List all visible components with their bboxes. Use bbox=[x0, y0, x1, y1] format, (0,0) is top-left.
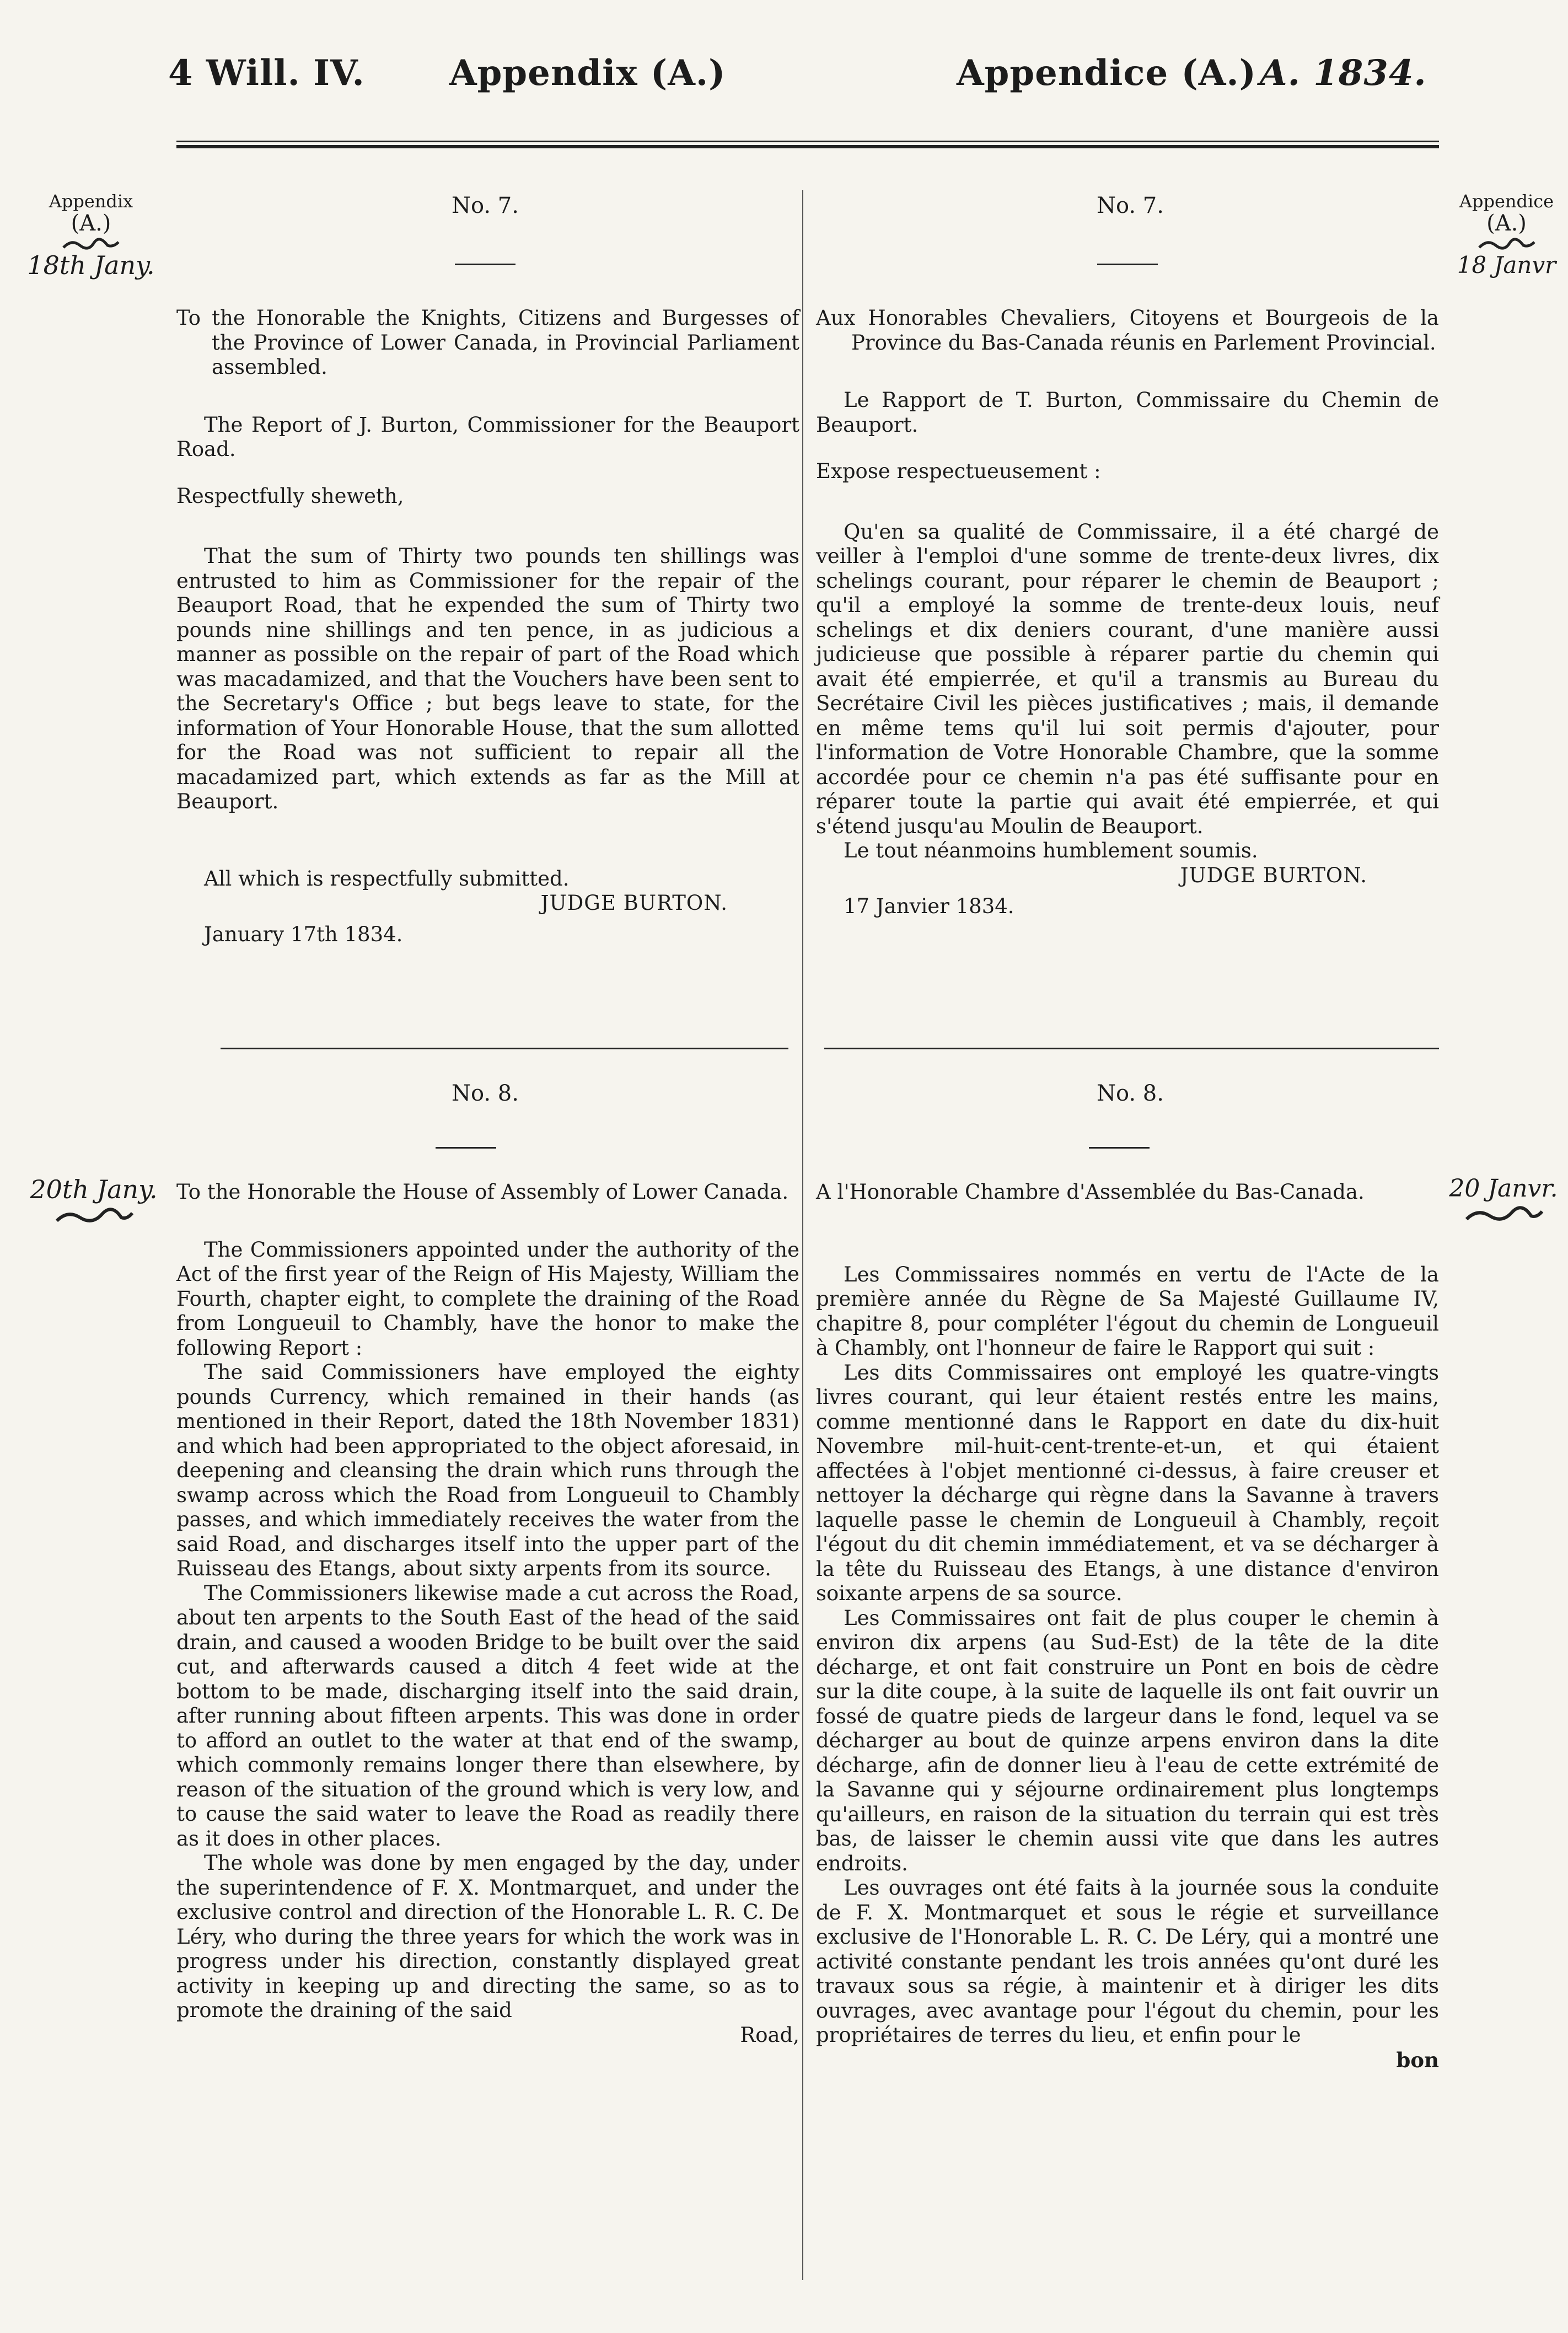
margin-right-appendix-label: Appendice bbox=[1459, 191, 1554, 212]
header-rule-top bbox=[176, 141, 1439, 142]
fr-paragraph-1: Les Commissaires nommés en vertu de l'Acte de la première année du Règne de Sa Majesté Guillaume IV, chapitre 8, pour compléter l'égout du chemin de Longueuil à Chambly, ont l'honneur de faire le Rapport qui suit : bbox=[816, 1262, 1439, 1360]
fr-address-8: A l'Honorable Chambre d'Assemblée du Bas-Canada. bbox=[816, 1180, 1365, 1204]
fr-expose: Expose respectueusement : bbox=[816, 459, 1101, 483]
margin-left-appendix bbox=[22, 190, 160, 280]
header-session: 4 Will. IV. bbox=[168, 52, 365, 94]
flourish-icon bbox=[1462, 1206, 1545, 1222]
column-divider bbox=[802, 190, 803, 2280]
margin-right-date-1: 18 Janvr bbox=[1457, 251, 1556, 278]
margin-left-date-2-block bbox=[14, 1174, 174, 1227]
header-appendix-en: Appendix (A.) bbox=[449, 52, 726, 94]
en-paragraph-1: The Commissioners appointed under the authority of the Act of the first year of the Reign of His Majesty, William the Fourth, chapter eight, to complete the draining of the Road from Longueuil to Chambly, have the honor to make the following Report : bbox=[176, 1237, 799, 1360]
margin-right-date-2: 20 Janvr. bbox=[1449, 1174, 1558, 1203]
margin-left-appendix-label: Appendix bbox=[49, 191, 133, 212]
french-no7-column bbox=[816, 306, 1439, 919]
fr-catchword: bon bbox=[1396, 2047, 1439, 2072]
separator-dash bbox=[1097, 264, 1158, 265]
english-no8-column bbox=[176, 1180, 799, 2047]
fr-address-7: Aux Honorables Chevaliers, Citoyens et Bourgeois de la Province du Bas-Canada réunis en Parlement Provincial. bbox=[816, 306, 1439, 355]
margin-right-appendix bbox=[1447, 190, 1566, 276]
en-address-7: To the Honorable the Knights, Citizens and Burgesses of the Province of Lower Canada, in Provincial Parliament assembled. bbox=[176, 306, 799, 379]
document-separator-fr bbox=[824, 1048, 1439, 1049]
en-address-8: To the Honorable the House of Assembly of Lower Canada. bbox=[176, 1180, 789, 1204]
en-signature: JUDGE BURTON. bbox=[540, 891, 728, 915]
flourish-icon bbox=[1476, 238, 1537, 251]
en-sheweth: Respectfully sheweth, bbox=[176, 484, 404, 508]
margin-right-appendix-letter: (A.) bbox=[1486, 211, 1527, 236]
flourish-icon bbox=[61, 238, 121, 251]
en-body-7: That the sum of Thirty two pounds ten shillings was entrusted to him as Commissioner for the repair of the Beauport Road, that he expended the sum of Thirty two pounds nine shillings and ten pence, in as judicious a manner as possible on the repair of part of the Road which was macadamized, and that the Vouchers have been sent to the Secretary's Office ; but begs leave to state, for the information of Your Honorable House, that the sum allotted for the Road was not sufficient to repair all the macadamized part, which extends as far as the Mill at Beauport. bbox=[176, 544, 799, 813]
margin-left-appendix-letter: (A.) bbox=[71, 211, 111, 236]
doc-number-8-fr: No. 8. bbox=[1097, 1081, 1164, 1106]
french-no8-column bbox=[816, 1180, 1439, 2072]
en-paragraph-3: The Commissioners likewise made a cut across the Road, about ten arpents to the South East of the head of the said drain, and caused a wooden Bridge to be built over the said cut, and afterwards caused a ditch 4 feet wide at the bottom to be made, discharging itself into the said drain, after running about fifteen arpents. This was done in order to afford an outlet to the water at that end of the swamp, which commonly remains longer there than elsewhere, by reason of the situation of the ground which is very low, and to cause the said water to leave the Road as readily there as it does in other places. bbox=[176, 1581, 799, 1851]
fr-submitted: Le tout néanmoins humblement soumis. bbox=[844, 839, 1258, 862]
en-paragraph-4: The whole was done by men engaged by the day, under the superintendence of F. X. Montmarquet, and under the exclusive control and direction of the Honorable L. R. C. De Léry, who during the three years for which the work was in progress under his direction, constantly displayed great activity in keeping up and directing the same, so as to promote the draining of the said bbox=[176, 1851, 799, 2022]
separator-dash bbox=[455, 264, 515, 265]
fr-paragraph-4: Les ouvrages ont été faits à la journée sous la conduite de F. X. Montmarquet et sous le régie et surveillance exclusive de l'Honorable L. R. C. De Léry, qui a montré une activité constante pendant les trois années qu'ont duré les travaux sous sa régie, à maintenir et à diriger les dits ouvrages, avec avantage pour l'égout du chemin, pour les propriétaires de terres du lieu, et enfin pour le bbox=[816, 1876, 1439, 2047]
header-rule-bottom bbox=[176, 145, 1439, 148]
separator-dash bbox=[1089, 1147, 1150, 1149]
margin-left-date-1: 18th Jany. bbox=[27, 250, 155, 280]
doc-number-8-en: No. 8. bbox=[452, 1081, 519, 1106]
flourish-icon bbox=[52, 1208, 135, 1224]
fr-report-title: Le Rapport de T. Burton, Commissaire du Chemin de Beauport. bbox=[816, 388, 1439, 437]
en-date-7: January 17th 1834. bbox=[204, 922, 403, 946]
doc-number-7-en: No. 7. bbox=[452, 193, 519, 218]
en-paragraph-2: The said Commissioners have employed the eighty pounds Currency, which remained in their hands (as mentioned in their Report, dated the 18th November 1831) and which had been appropriated to the object aforesaid, in deepening and cleansing the drain which runs through the swamp across which the Road from Longueuil to Chambly passes, and which immediately receives the water from the said Road, and discharges itself into the upper part of the Ruisseau des Etangs, about sixty arpents from its source. bbox=[176, 1360, 799, 1580]
en-report-title: The Report of J. Burton, Commissioner for the Beauport Road. bbox=[176, 412, 799, 461]
margin-right-date-2-block bbox=[1440, 1174, 1567, 1226]
doc-number-7-fr: No. 7. bbox=[1097, 193, 1164, 218]
margin-left-date-2: 20th Jany. bbox=[30, 1174, 158, 1204]
header-year: A. 1834. bbox=[1260, 52, 1427, 94]
header-appendix-fr: Appendice (A.) bbox=[957, 52, 1256, 94]
fr-signature: JUDGE BURTON. bbox=[1180, 863, 1367, 887]
fr-paragraph-3: Les Commissaires ont fait de plus couper le chemin à environ dix arpens (au Sud-Est) de la tête de la dite décharge, et ont fait construire un Pont en bois de cèdre sur la dite coupe, à la suite de laquelle ils ont fait ouvrir un fossé de quatre pieds de largeur dans le fond, lequel va se décharger au bout de quinze arpens environ dans la dite décharge, afin de donner lieu à l'eau de cette extrémité de la Savanne qui y séjourne ordinairement plus longtemps qu'ailleurs, en raison de la situation du terrain qui est très bas, de laisser le chemin aussi vite que dans les autres endroits. bbox=[816, 1606, 1439, 1875]
fr-date-7: 17 Janvier 1834. bbox=[844, 894, 1014, 918]
separator-dash bbox=[436, 1147, 496, 1149]
english-no7-column bbox=[176, 306, 799, 947]
document-separator-en bbox=[221, 1048, 788, 1049]
en-catchword: Road, bbox=[740, 2023, 799, 2047]
fr-paragraph-2: Les dits Commissaires ont employé les quatre-vingts livres courant, qui leur étaient restés entre les mains, comme mentionné dans le Rapport en date du dix-huit Novembre mil-huit-cent-trente-et-un, et qui étaient affectées à l'objet mentionné ci-dessus, à faire creuser et nettoyer la décharge qui règne dans la Savanne à travers laquelle passe le chemin de Longueuil à Chambly, reçoit l'égout du dit chemin immédiatement, et va se décharger à la tête du Ruisseau des Etangs, à une distance d'environ soixante arpens de sa source. bbox=[816, 1360, 1439, 1605]
en-submitted: All which is respectfully submitted. bbox=[204, 866, 570, 891]
fr-body-7: Qu'en sa qualité de Commissaire, il a été chargé de veiller à l'emploi d'une somme de trente-deux livres, dix schelings courant, pour réparer le chemin de Beauport ; qu'il a employé la somme de trente-deux louis, neuf schelings et dix deniers courant, d'une manière aussi judicieuse que possible à réparer partie du chemin qui avait été empierrée, et qu'il a transmis au Bureau du Secrétaire Civil les pièces justificatives ; mais, il demande en même tems qu'il lui soit permis d'ajouter, pour l'information de Votre Honorable Chambre, que la somme accordée pour ce chemin n'a pas été suffisante pour en réparer toute la partie qui avait été empierrée, et qui s'étend jusqu'au Moulin de Beauport. bbox=[816, 519, 1439, 838]
